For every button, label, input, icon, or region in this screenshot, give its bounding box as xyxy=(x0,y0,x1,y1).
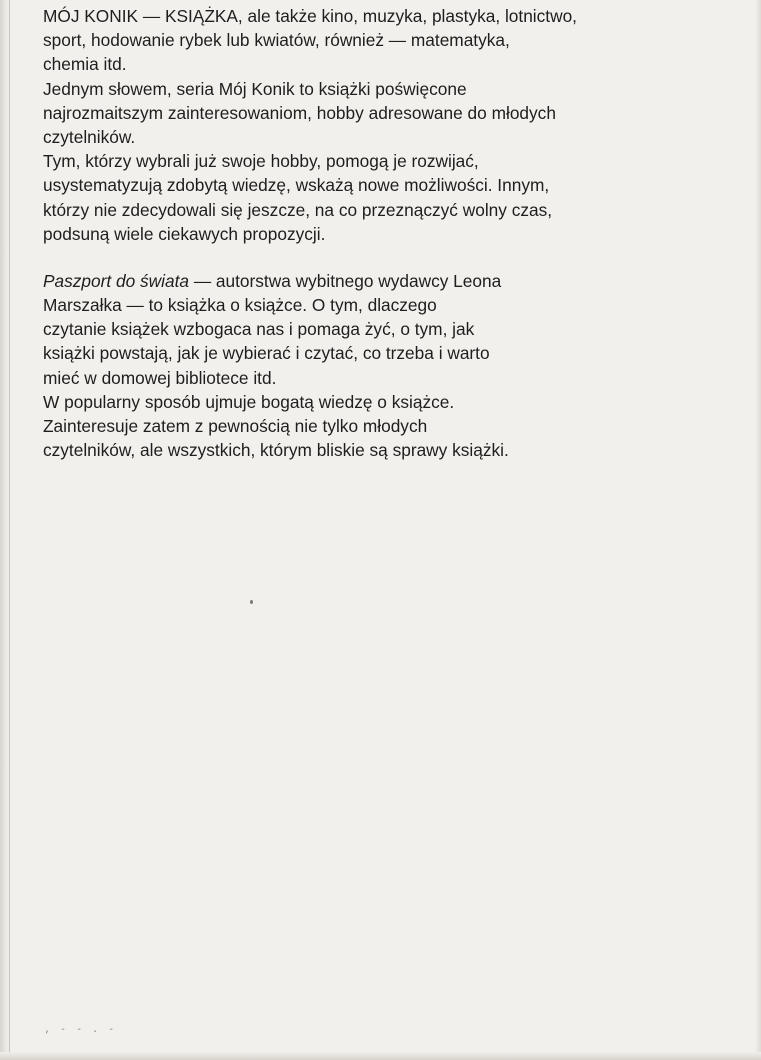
text-line: chemia itd. xyxy=(43,54,127,75)
text-line: Tym, którzy wybrali już swoje hobby, pomogą je rozwijać, xyxy=(43,151,479,172)
paper-speck xyxy=(250,600,253,604)
text-line: którzy nie zdecydowali się jeszcze, na co przeznączyć wolny czas, xyxy=(43,199,553,220)
book-description-paragraph xyxy=(43,269,723,463)
text-line: usystematyzują zdobytą wiedzę, wskażą nowe możliwości. Innym, xyxy=(43,175,550,196)
text-fragment: — autorstwa wybitnego wydawcy Leona xyxy=(189,270,502,291)
text-line: sport, hodowanie rybek lub kwiatów, również — matematyka, xyxy=(43,30,510,51)
page-binding-line xyxy=(9,0,10,1060)
text-line: Marszałka — to książka o książce. O tym, dlaczego xyxy=(43,295,437,316)
text-line: podsuną wiele ciekawych propozycji. xyxy=(43,223,326,244)
paragraph-spacer xyxy=(43,246,723,269)
text-line: mieć w domowej bibliotece itd. xyxy=(43,367,277,388)
text-line: Zainteresuje zatem z pewnością nie tylko młodych xyxy=(43,416,428,436)
text-line: najrozmaitszym zainteresowaniom, hobby adresowane do młodych xyxy=(43,102,556,123)
series-description-paragraph xyxy=(43,4,723,246)
page-right-edge xyxy=(755,0,761,1060)
text-line: czytelników. xyxy=(43,126,136,147)
page-left-edge xyxy=(0,0,12,1060)
text-line: Jednym słowem, seria Mój Konik to książki poświęcone xyxy=(43,78,467,99)
text-line: czytanie książek wzbogaca nas i pomaga żyć, o tym, jak xyxy=(43,319,475,340)
book-title: Paszport do świata xyxy=(43,270,190,291)
text-line: czytelników, ale wszystkich, którym bliskie są sprawy książki. xyxy=(43,440,509,461)
text-line: MÓJ KONIK — KSIĄŻKA, ale także kino, muzyka, plastyka, lotnictwo, xyxy=(43,6,577,26)
text-line: książki powstają, jak je wybierać i czytać, co trzeba i warto xyxy=(43,343,490,364)
footer-marks: , - - . - xyxy=(44,1024,117,1035)
text-line xyxy=(43,269,723,293)
text-line: W popularny sposób ujmuje bogatą wiedzę o książce. xyxy=(43,391,455,412)
cover-blurb xyxy=(43,4,723,462)
page-bottom-edge xyxy=(0,1052,761,1060)
